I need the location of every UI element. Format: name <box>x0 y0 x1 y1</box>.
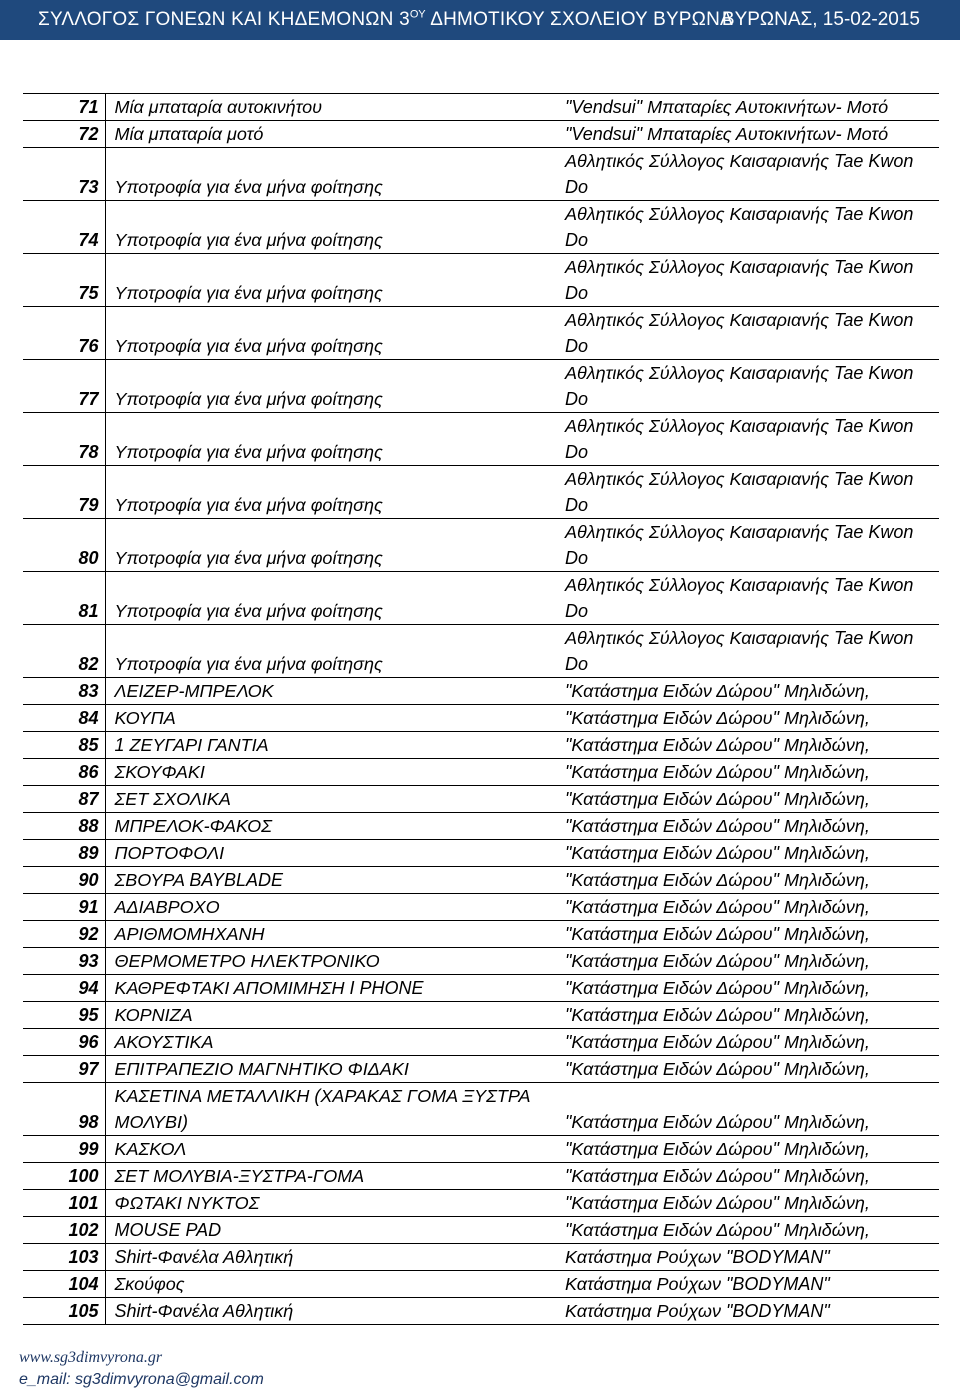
row-item: ΣΚΟΥΦΑΚΙ <box>105 759 559 786</box>
row-number: 82 <box>23 625 105 678</box>
row-sponsor: "Κατάστημα Ειδών Δώρου" Μηλιδώνη, <box>559 867 939 894</box>
row-item: Υποτροφία για ένα μήνα φοίτησης <box>105 413 559 466</box>
row-item: ΚΑΣΚΟΛ <box>105 1136 559 1163</box>
row-number: 102 <box>23 1217 105 1244</box>
row-number: 98 <box>23 1083 105 1136</box>
row-sponsor: "Vendsui" Μπαταρίες Αυτοκινήτων- Μοτό <box>559 94 939 121</box>
row-item: ΑΔΙΑΒΡΟΧΟ <box>105 894 559 921</box>
row-sponsor: "Κατάστημα Ειδών Δώρου" Μηλιδώνη, <box>559 1056 939 1083</box>
row-number: 87 <box>23 786 105 813</box>
row-number: 92 <box>23 921 105 948</box>
row-sponsor: "Κατάστημα Ειδών Δώρου" Μηλιδώνη, <box>559 678 939 705</box>
row-sponsor: Αθλητικός Σύλλογος Καισαριανής Tae Kwon Do <box>559 572 939 625</box>
row-item: ΦΩΤΑΚΙ ΝΥΚΤΟΣ <box>105 1190 559 1217</box>
row-number: 77 <box>23 360 105 413</box>
row-number: 99 <box>23 1136 105 1163</box>
row-sponsor: Αθλητικός Σύλλογος Καισαριανής Tae Kwon Do <box>559 254 939 307</box>
row-sponsor: "Κατάστημα Ειδών Δώρου" Μηλιδώνη, <box>559 1002 939 1029</box>
footer-website[interactable]: www.sg3dimvyrona.gr <box>19 1349 163 1366</box>
row-number: 89 <box>23 840 105 867</box>
row-item: MOUSE PAD <box>105 1217 559 1244</box>
row-sponsor: "Κατάστημα Ειδών Δώρου" Μηλιδώνη, <box>559 786 939 813</box>
row-number: 100 <box>23 1163 105 1190</box>
table-row <box>23 1271 939 1298</box>
table-row <box>23 1163 939 1190</box>
row-item: Υποτροφία για ένα μήνα φοίτησης <box>105 466 559 519</box>
row-sponsor: Κατάστημα Ρούχων "BODYMAN" <box>559 1244 939 1271</box>
row-number: 104 <box>23 1271 105 1298</box>
row-item: 1 ΖΕΥΓΑΡΙ ΓΑΝΤΙΑ <box>105 732 559 759</box>
header-school-name: ΔΗΜΟΤΙΚΟΥ ΣΧΟΛΕΙΟΥ ΒΥΡΩΝΑ <box>425 9 733 30</box>
header-place-date: ΒΥΡΩΝΑΣ, 15-02-2015 <box>721 9 920 30</box>
table-row <box>23 1217 939 1244</box>
row-item: Υποτροφία για ένα μήνα φοίτησης <box>105 307 559 360</box>
row-sponsor: Αθλητικός Σύλλογος Καισαριανής Tae Kwon Do <box>559 625 939 678</box>
row-item: ΑΚΟΥΣΤΙΚΑ <box>105 1029 559 1056</box>
row-sponsor: Κατάστημα Ρούχων "BODYMAN" <box>559 1298 939 1325</box>
table-row <box>23 201 939 254</box>
row-sponsor: Αθλητικός Σύλλογος Καισαριανής Tae Kwon Do <box>559 307 939 360</box>
row-sponsor: "Κατάστημα Ειδών Δώρου" Μηλιδώνη, <box>559 1163 939 1190</box>
row-item: ΚΑΘΡΕΦΤΑΚΙ ΑΠΟΜΙΜΗΣΗ I PHONE <box>105 975 559 1002</box>
row-number: 83 <box>23 678 105 705</box>
table-row <box>23 572 939 625</box>
row-number: 76 <box>23 307 105 360</box>
page-header <box>0 0 960 40</box>
row-number: 101 <box>23 1190 105 1217</box>
row-sponsor: "Κατάστημα Ειδών Δώρου" Μηλιδώνη, <box>559 948 939 975</box>
row-item: Υποτροφία για ένα μήνα φοίτησης <box>105 572 559 625</box>
row-item: ΣΕΤ ΜΟΛΥΒΙΑ-ΞΥΣΤΡΑ-ΓΟΜΑ <box>105 1163 559 1190</box>
row-item: ΘΕΡΜΟΜΕΤΡΟ ΗΛΕΚΤΡΟΝΙΚΟ <box>105 948 559 975</box>
table-row <box>23 519 939 572</box>
table-row <box>23 1056 939 1083</box>
row-sponsor: "Κατάστημα Ειδών Δώρου" Μηλιδώνη, <box>559 732 939 759</box>
row-number: 86 <box>23 759 105 786</box>
row-number: 81 <box>23 572 105 625</box>
table-row <box>23 921 939 948</box>
row-number: 96 <box>23 1029 105 1056</box>
table-row <box>23 894 939 921</box>
row-item: ΑΡΙΘΜΟΜΗΧΑΝΗ <box>105 921 559 948</box>
row-sponsor: Αθλητικός Σύλλογος Καισαριανής Tae Kwon Do <box>559 148 939 201</box>
table-row <box>23 625 939 678</box>
row-sponsor: Αθλητικός Σύλλογος Καισαριανής Tae Kwon Do <box>559 360 939 413</box>
row-item: ΚΑΣΕΤΙΝΑ ΜΕΤΑΛΛΙΚΗ (ΧΑΡΑΚΑΣ ΓΟΜΑ ΞΥΣΤΡΑ ΜΟΛΥΒΙ) <box>105 1083 559 1136</box>
table-row <box>23 975 939 1002</box>
row-item: Υποτροφία για ένα μήνα φοίτησης <box>105 201 559 254</box>
row-sponsor: "Κατάστημα Ειδών Δώρου" Μηλιδώνη, <box>559 759 939 786</box>
row-item: ΣΕΤ ΣΧΟΛΙΚΑ <box>105 786 559 813</box>
row-number: 103 <box>23 1244 105 1271</box>
page-footer <box>19 1347 264 1391</box>
row-sponsor: "Κατάστημα Ειδών Δώρου" Μηλιδώνη, <box>559 840 939 867</box>
row-item: ΣΒΟΥΡΑ BAYBLADE <box>105 867 559 894</box>
row-item: Υποτροφία για ένα μήνα φοίτησης <box>105 148 559 201</box>
row-sponsor: Αθλητικός Σύλλογος Καισαριανής Tae Kwon Do <box>559 413 939 466</box>
row-sponsor: Αθλητικός Σύλλογος Καισαριανής Tae Kwon Do <box>559 519 939 572</box>
table-row <box>23 1190 939 1217</box>
row-item: ΠΟΡΤΟΦΟΛΙ <box>105 840 559 867</box>
row-item: Shirt-Φανέλα Αθλητική <box>105 1244 559 1271</box>
row-number: 90 <box>23 867 105 894</box>
row-item: ΕΠΙΤΡΑΠΕΖΙΟ ΜΑΓΝΗΤΙΚΟ ΦΙΔΑΚΙ <box>105 1056 559 1083</box>
row-sponsor: "Κατάστημα Ειδών Δώρου" Μηλιδώνη, <box>559 705 939 732</box>
table-row <box>23 466 939 519</box>
table-row <box>23 732 939 759</box>
table-row <box>23 948 939 975</box>
table-row <box>23 867 939 894</box>
row-item: Υποτροφία για ένα μήνα φοίτησης <box>105 360 559 413</box>
footer-email[interactable]: e_mail: sg3dimvyrona@gmail.com <box>19 1371 264 1388</box>
sponsors-table <box>23 93 939 1325</box>
table-row <box>23 678 939 705</box>
row-sponsor: "Κατάστημα Ειδών Δώρου" Μηλιδώνη, <box>559 894 939 921</box>
table-row <box>23 307 939 360</box>
row-sponsor: "Κατάστημα Ειδών Δώρου" Μηλιδώνη, <box>559 813 939 840</box>
row-number: 85 <box>23 732 105 759</box>
table-row <box>23 813 939 840</box>
header-association-name: ΣΥΛΛΟΓΟΣ ΓΟΝΕΩΝ ΚΑΙ ΚΗΔΕΜΟΝΩΝ 3 <box>38 9 410 30</box>
table-row <box>23 94 939 121</box>
table-row <box>23 1136 939 1163</box>
table-row <box>23 148 939 201</box>
table-row <box>23 840 939 867</box>
row-number: 95 <box>23 1002 105 1029</box>
row-number: 91 <box>23 894 105 921</box>
table-row <box>23 1029 939 1056</box>
table-row <box>23 1298 939 1325</box>
header-superscript: ΟΥ <box>409 8 426 21</box>
table-row <box>23 413 939 466</box>
row-item: Σκούφος <box>105 1271 559 1298</box>
row-sponsor: Αθλητικός Σύλλογος Καισαριανής Tae Kwon Do <box>559 466 939 519</box>
table-row <box>23 1244 939 1271</box>
row-item: Μία μπαταρία αυτοκινήτου <box>105 94 559 121</box>
sponsors-table-body <box>23 94 939 1325</box>
row-number: 97 <box>23 1056 105 1083</box>
row-number: 94 <box>23 975 105 1002</box>
row-item: Υποτροφία για ένα μήνα φοίτησης <box>105 625 559 678</box>
row-number: 93 <box>23 948 105 975</box>
row-item: Υποτροφία για ένα μήνα φοίτησης <box>105 519 559 572</box>
row-number: 72 <box>23 121 105 148</box>
table-row <box>23 360 939 413</box>
table-row <box>23 759 939 786</box>
row-number: 79 <box>23 466 105 519</box>
table-row <box>23 786 939 813</box>
row-item: Μία μπαταρία μοτό <box>105 121 559 148</box>
row-sponsor: "Κατάστημα Ειδών Δώρου" Μηλιδώνη, <box>559 921 939 948</box>
row-number: 88 <box>23 813 105 840</box>
table-row <box>23 254 939 307</box>
row-item: ΛΕΙΖΕΡ-ΜΠΡΕΛΟΚ <box>105 678 559 705</box>
row-sponsor: "Κατάστημα Ειδών Δώρου" Μηλιδώνη, <box>559 1029 939 1056</box>
row-number: 78 <box>23 413 105 466</box>
row-item: ΚΟΥΠΑ <box>105 705 559 732</box>
table-row <box>23 121 939 148</box>
table-row <box>23 705 939 732</box>
row-item: Shirt-Φανέλα Αθλητική <box>105 1298 559 1325</box>
row-sponsor: Αθλητικός Σύλλογος Καισαριανής Tae Kwon Do <box>559 201 939 254</box>
row-sponsor: Κατάστημα Ρούχων "BODYMAN" <box>559 1271 939 1298</box>
table-row <box>23 1002 939 1029</box>
row-number: 74 <box>23 201 105 254</box>
row-sponsor: "Κατάστημα Ειδών Δώρου" Μηλιδώνη, <box>559 1136 939 1163</box>
row-item: ΚΟΡΝΙΖΑ <box>105 1002 559 1029</box>
row-number: 84 <box>23 705 105 732</box>
row-number: 75 <box>23 254 105 307</box>
header-association <box>38 9 733 31</box>
row-item: Υποτροφία για ένα μήνα φοίτησης <box>105 254 559 307</box>
row-sponsor: "Vendsui" Μπαταρίες Αυτοκινήτων- Μοτό <box>559 121 939 148</box>
row-number: 71 <box>23 94 105 121</box>
row-number: 80 <box>23 519 105 572</box>
row-sponsor: "Κατάστημα Ειδών Δώρου" Μηλιδώνη, <box>559 1217 939 1244</box>
row-sponsor: "Κατάστημα Ειδών Δώρου" Μηλιδώνη, <box>559 1190 939 1217</box>
table-row <box>23 1083 939 1136</box>
row-number: 105 <box>23 1298 105 1325</box>
row-sponsor: "Κατάστημα Ειδών Δώρου" Μηλιδώνη, <box>559 975 939 1002</box>
row-sponsor: "Κατάστημα Ειδών Δώρου" Μηλιδώνη, <box>559 1083 939 1136</box>
row-number: 73 <box>23 148 105 201</box>
row-item: ΜΠΡΕΛΟΚ-ΦΑΚΟΣ <box>105 813 559 840</box>
